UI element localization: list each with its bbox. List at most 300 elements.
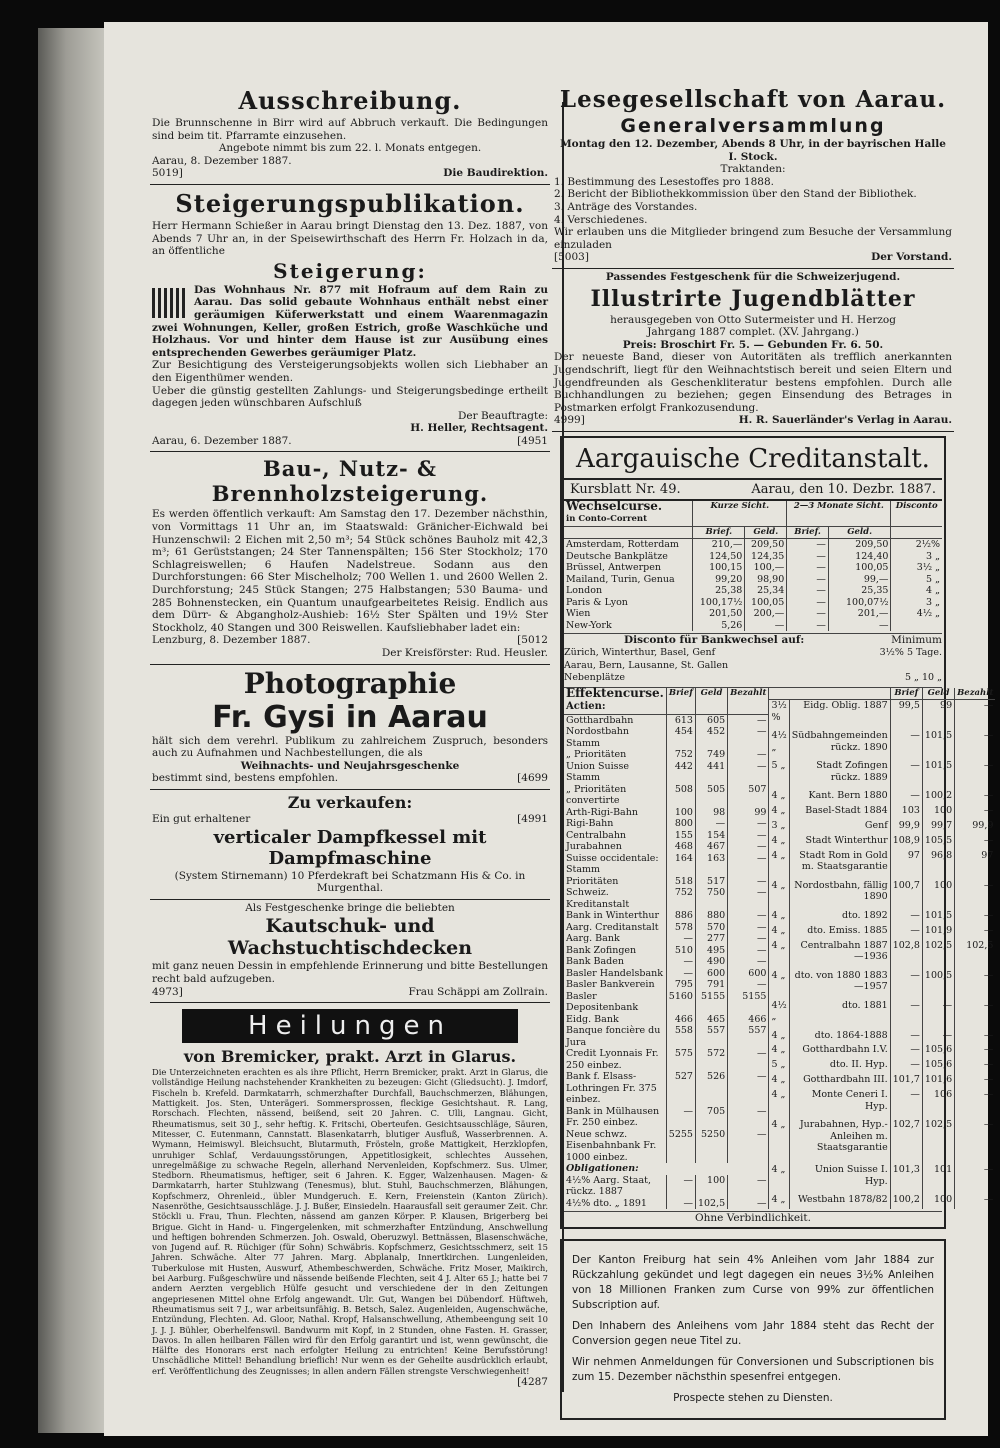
aktien-row bbox=[564, 1106, 768, 1129]
freiburg-p4: Prospecte stehen zu Diensten. bbox=[673, 1391, 833, 1404]
row-value: 101,3 bbox=[890, 1164, 922, 1194]
oblig-label: Obligationen: bbox=[566, 1163, 639, 1175]
ad-title: Ausschreibung. bbox=[238, 86, 462, 115]
row-value: Westbahn 1878/82 bbox=[789, 1194, 890, 1209]
row-label: Schweiz. Kreditanstalt bbox=[566, 887, 630, 910]
row-value: 277 bbox=[695, 933, 727, 945]
row-value: 466 bbox=[728, 1014, 769, 1026]
row-value: 3 „ bbox=[891, 597, 942, 609]
ad-title: Illustrirte Jugendblätter bbox=[590, 285, 916, 312]
row-value: 102,5 bbox=[922, 940, 954, 970]
row-value: 201,50 bbox=[693, 608, 745, 620]
row-value: 98 bbox=[695, 807, 727, 819]
ad-deadline: Angebote nimmt bis zum 22. l. Monats entgegen. bbox=[218, 142, 482, 155]
row-value: 572 bbox=[695, 1048, 727, 1071]
disconto-minimum: Minimum bbox=[891, 634, 942, 647]
oblig-row bbox=[769, 1044, 995, 1059]
row-value: 100,15 bbox=[693, 562, 745, 574]
ad-number: [4287 bbox=[517, 1376, 548, 1389]
row-value: — bbox=[787, 574, 829, 586]
oblig-row bbox=[769, 910, 995, 925]
ad-number: [4951 bbox=[517, 434, 548, 447]
ad-signer: Der Vorstand. bbox=[871, 251, 952, 264]
col-kurze-sicht: Kurze Sicht. bbox=[693, 501, 787, 527]
row-value: 507 bbox=[728, 784, 769, 807]
row-value: 605 bbox=[695, 714, 727, 726]
ad-footer bbox=[554, 414, 952, 427]
row-value: — bbox=[728, 853, 769, 876]
ad-body: Das Wohnhaus Nr. 877 mit Hofraum auf dem Rain zu Aarau. Das solid gebaute Wohnhaus enthält nebst einer geräumigen Küferwerkstatt und einem Waarenmagazin zwei Wohnungen, Keller, großen Estrich, große Waschküche und Holzhaus. Vor und hinter dem Hause ist zur Ausübung eines entsprechenden Gewerbes geräumiger Platz. bbox=[152, 283, 548, 359]
freiburg-p1: Der Kanton Freiburg hat sein 4% Anleihen vom Jahr 1884 zur Rückzahlung gekündet und legt dagegen ein neues 3½% Anleihen von 18 Millionen Franken zum Curse von 99% zur öffentlichen Subscription auf. bbox=[572, 1253, 934, 1311]
row-label: 4 „ bbox=[771, 1074, 786, 1086]
row-label: 4½% dto. „ 1891 bbox=[566, 1197, 647, 1209]
ad-number: [5003] bbox=[554, 251, 589, 264]
aktien-row bbox=[564, 1025, 768, 1048]
row-label: Amsterdam, Rotterdam bbox=[566, 539, 679, 551]
wechsel-row bbox=[564, 608, 942, 620]
row-value: 25,38 bbox=[693, 585, 745, 597]
oblig-row bbox=[769, 925, 995, 940]
oblig-left-body bbox=[564, 1175, 768, 1210]
ad-kicker: Passendes Festgeschenk für die Schweizerjugend. bbox=[605, 270, 901, 283]
col-disconto: Disconto bbox=[891, 501, 942, 527]
oblig-row bbox=[769, 790, 995, 805]
aktien-row bbox=[564, 979, 768, 991]
ad-signer: Frau Schäppi am Zollrain. bbox=[408, 985, 548, 998]
ad-signer: Der Kreisförster: Rud. Heusler. bbox=[381, 647, 548, 659]
aktien-row bbox=[564, 910, 768, 922]
row-value: — bbox=[728, 876, 769, 888]
ad-footer bbox=[152, 772, 548, 785]
left-column bbox=[150, 22, 550, 1393]
row-value: — bbox=[728, 761, 769, 784]
row-value: — bbox=[955, 910, 996, 925]
row-value: 518 bbox=[666, 876, 695, 888]
ecol-geld: Geld bbox=[695, 688, 727, 715]
oblig-row bbox=[769, 1194, 995, 1209]
row-label: Suisse occidentale: Stamm bbox=[566, 852, 659, 876]
wechsel-row bbox=[564, 620, 942, 632]
row-value: — bbox=[890, 760, 922, 790]
row-label: Union Suisse Stamm bbox=[566, 760, 630, 784]
row-value: 108,9 bbox=[890, 835, 922, 850]
oblig-row bbox=[769, 1030, 995, 1045]
row-value: — bbox=[728, 726, 769, 749]
ad-footer bbox=[152, 435, 548, 448]
wechsel-label: Wechselcurse. bbox=[566, 498, 663, 513]
effekten-label-cell bbox=[564, 685, 666, 715]
row-value: Stadt Rom in Gold m. Staatsgarantie bbox=[789, 850, 890, 880]
wechsel-row bbox=[564, 585, 942, 597]
row-value: 100,05 bbox=[828, 562, 891, 574]
ad-signer: Die Baudirektion. bbox=[443, 167, 548, 180]
ad-item: 4. Verschiedenes. bbox=[554, 213, 648, 226]
row-value: 102,5 bbox=[695, 1198, 727, 1210]
row-value: 5255 bbox=[666, 1129, 695, 1164]
wechsel-row bbox=[564, 551, 942, 563]
row-value: — bbox=[955, 1164, 996, 1194]
row-value: 3 „ bbox=[891, 551, 942, 563]
row-value: 100,17½ bbox=[693, 597, 745, 609]
row-label: Bank Zofingen bbox=[566, 944, 637, 956]
row-value: 466 bbox=[666, 1014, 695, 1026]
oblig-row bbox=[769, 1119, 995, 1164]
wechsel-row bbox=[564, 574, 942, 586]
aktien-label: Actien: bbox=[566, 701, 606, 713]
aktien-row bbox=[564, 749, 768, 761]
row-value: Centralbahn 1887—1936 bbox=[789, 940, 890, 970]
row-value: 508 bbox=[666, 784, 695, 807]
ad-name: Fr. Gysi in Aarau bbox=[212, 699, 488, 735]
col-monate-sicht: 2—3 Monate Sicht. bbox=[787, 501, 891, 527]
disconto-row bbox=[564, 660, 942, 673]
ad-tail: bestimmt sind, bestens empfohlen. bbox=[152, 772, 339, 785]
oblig-row bbox=[769, 1089, 995, 1119]
oblig-row bbox=[769, 1164, 995, 1194]
row-value: 517 bbox=[695, 876, 727, 888]
ad-when: Montag den 12. Dezember, Abends 8 Uhr, in der bayrischen Halle I. Stock. bbox=[560, 138, 946, 163]
row-value: — bbox=[787, 620, 829, 632]
row-label: Arth-Rigi-Bahn bbox=[566, 806, 638, 818]
row-value: — bbox=[922, 1030, 954, 1045]
oblig-row bbox=[769, 1074, 995, 1089]
ad-place-date: Lenzburg, 8. Dezember 1887. bbox=[152, 634, 311, 647]
ad-steigerungspublikation bbox=[150, 185, 550, 453]
ad-holzsteigerung bbox=[150, 452, 550, 664]
row-value: dto. Emiss. 1885 bbox=[789, 925, 890, 940]
aktien-row bbox=[564, 876, 768, 888]
ad-body-2: Zur Besichtigung des Versteigerungsobjekts wollen sich Liebhaber an den Eigenthümer wenden. bbox=[152, 359, 548, 384]
disconto-body bbox=[564, 647, 942, 685]
row-value: — bbox=[728, 887, 769, 910]
aktien-row bbox=[564, 726, 768, 749]
ad-title: Kautschuk- und Wachstuchtischdecken bbox=[227, 915, 473, 960]
row-value: 100,2 bbox=[890, 1194, 922, 1209]
row-value: 526 bbox=[695, 1071, 727, 1106]
row-label: Banque foncière du Jura bbox=[566, 1025, 661, 1048]
oblig-row bbox=[769, 820, 995, 835]
ad-kanton-freiburg bbox=[560, 1239, 946, 1420]
row-label: Prioritäten bbox=[566, 875, 619, 887]
aktien-row bbox=[564, 945, 768, 957]
ad-text: mit ganz neuen Dessin in empfehlende Erinnerung und bitte Bestellungen recht bald aufzugeben. bbox=[152, 960, 548, 985]
row-value: 490 bbox=[695, 956, 727, 968]
row-value: — bbox=[728, 1175, 769, 1198]
row-label: 4 „ bbox=[771, 790, 786, 802]
freiburg-p3: Wir nehmen Anmeldungen für Conversionen und Subscriptionen bis zum 15. Dezember nächsthin spesenfrei entgegen. bbox=[572, 1355, 934, 1383]
ad-banner: Heilungen bbox=[182, 1009, 518, 1043]
row-value: — bbox=[787, 539, 829, 551]
ad-text: Es werden öffentlich verkauft: Am Samstag den 17. Dezember nächsthin, von Vormittags 11 Uhr an, im Staatswald: Gränicher-Eichwald bei Hunzenschwil: 2 Eichen mit 2,50 m³; 54 Stück schönes Bauholz mit 42,3 m³; 61 Gerüststangen; 24 Ster Tannenspälten; 156 Ster Stockholz; 170 Schlagreiswellen; 6 Haufen Nadelstreue. Sodann aus den Durchforstungen: 66 Ster Mischelholz; 700 Wellen 1. und 2600 Wellen 2. Durchforstung; 245 Stück Stangen; 275 Halbstangen; 530 Bauma- und 285 Bohnenstecken, ein Quantum unaufgearbeitetes Reisig. Endlich aus dem Dürr- & Abgangholz-Aushieb: 16½ Ster Spälten und 19½ Ster Stockholz, 40 Stangen und 300 Reiswellen. Kaufsliebhaber ladet ein: bbox=[152, 508, 548, 634]
ad-place-date: Aarau, 6. Dezember 1887. bbox=[152, 434, 292, 447]
row-value: Monte Ceneri I. Hyp. bbox=[789, 1089, 890, 1119]
row-value: — bbox=[890, 910, 922, 925]
row-value: Stadt Winterthur bbox=[789, 835, 890, 850]
row-value: — bbox=[955, 1000, 996, 1030]
row-value: 101,5 bbox=[922, 910, 954, 925]
right-column bbox=[552, 22, 994, 1420]
row-value: — bbox=[787, 585, 829, 597]
wechsel-row bbox=[564, 562, 942, 574]
row-value: 4½ „ bbox=[891, 608, 942, 620]
oblig-row bbox=[769, 730, 995, 760]
ad-title: Photographie bbox=[243, 666, 457, 700]
row-value: 441 bbox=[695, 761, 727, 784]
row-value: 880 bbox=[695, 910, 727, 922]
row-value: Nordostbahn, fällig 1890 bbox=[789, 880, 890, 910]
ad-item: 3. Anträge des Vorstandes. bbox=[554, 200, 698, 213]
row-value: — bbox=[728, 830, 769, 842]
row-value: Genf bbox=[789, 820, 890, 835]
oblig-row bbox=[769, 1000, 995, 1030]
row-value: Gotthardbahn I.V. bbox=[789, 1044, 890, 1059]
row-value: 101,5 bbox=[922, 760, 954, 790]
row-label: Deutsche Bankplätze bbox=[566, 550, 668, 562]
row-value: — bbox=[787, 597, 829, 609]
row-value: 100,7 bbox=[890, 880, 922, 910]
kursblatt-number: Kursblatt Nr. 49. bbox=[570, 481, 681, 497]
ad-title: Bau-, Nutz- & Brennholzsteigerung. bbox=[211, 456, 489, 507]
bank-title: Aargauische Creditanstalt. bbox=[564, 440, 942, 480]
row-value: 613 bbox=[666, 714, 695, 726]
ecol-geld: Geld bbox=[922, 688, 954, 700]
ecol-bezahlt: Bezahlt bbox=[728, 688, 769, 715]
effekten-label: Effektencurse. bbox=[566, 685, 664, 700]
row-value: 99,— bbox=[828, 574, 891, 586]
aktien-row bbox=[564, 1129, 768, 1164]
row-value: 2½% bbox=[891, 539, 942, 551]
aktien-row bbox=[564, 1048, 768, 1071]
row-value: 795 bbox=[666, 979, 695, 991]
row-label: Aarg. Creditanstalt bbox=[566, 921, 659, 933]
book-spine bbox=[38, 28, 108, 1433]
row-value: — bbox=[728, 714, 769, 726]
row-value: 101,6 bbox=[922, 1074, 954, 1089]
row-value: dto. II. Hyp. bbox=[789, 1059, 890, 1074]
row-value: 557 bbox=[695, 1025, 727, 1048]
row-label: Basler Depositenbank bbox=[566, 990, 639, 1014]
row-label: 4 „ bbox=[771, 879, 786, 891]
row-value: 201,— bbox=[828, 608, 891, 620]
disconto-rate: 3½% 5 Tage. bbox=[879, 646, 942, 658]
row-value: — bbox=[728, 945, 769, 957]
oblig-row bbox=[769, 940, 995, 970]
ad-subtitle: Generalversammlung bbox=[620, 115, 886, 137]
aktien-row bbox=[564, 887, 768, 910]
aktien-row bbox=[564, 968, 768, 980]
row-value: 99 bbox=[728, 807, 769, 819]
row-value: 100 bbox=[695, 1175, 727, 1198]
ad-number: 4973] bbox=[152, 985, 183, 998]
row-value: 886 bbox=[666, 910, 695, 922]
row-value: — bbox=[695, 818, 727, 830]
ad-footer bbox=[152, 634, 548, 647]
row-value: 101,5 bbox=[922, 730, 954, 760]
row-label: 4 „ bbox=[771, 1044, 786, 1056]
row-value: — bbox=[955, 925, 996, 940]
ad-number: [5012 bbox=[517, 634, 548, 647]
ad-intro: Herr Hermann Schießer in Aarau bringt Dienstag den 13. Dez. 1887, von Abends 7 Uhr an, in der Speisewirthschaft des Herrn Fr. Holzach in da, an öffentliche bbox=[152, 219, 548, 258]
empty-head bbox=[891, 526, 942, 539]
oblig-right-body bbox=[769, 700, 995, 1210]
row-label: 4½ „ bbox=[771, 999, 787, 1023]
row-label: 4 „ bbox=[771, 939, 786, 951]
row-value: — bbox=[666, 1106, 695, 1129]
row-value: Union Suisse I. Hyp. bbox=[789, 1164, 890, 1194]
disconto-places: Aarau, Bern, Lausanne, St. Gallen bbox=[564, 659, 729, 671]
row-label: Nordostbahn Stamm bbox=[566, 726, 630, 749]
empty-head bbox=[789, 688, 890, 700]
row-value: 164 bbox=[666, 853, 695, 876]
row-value: 752 bbox=[666, 749, 695, 761]
row-value: Eidg. Oblig. 1887 bbox=[789, 700, 890, 731]
row-value: — bbox=[955, 880, 996, 910]
row-value: 5 „ bbox=[891, 574, 942, 586]
ad-text: Wir erlauben uns die Mitglieder bringend zum Besuche der Versammlung einzuladen bbox=[554, 226, 952, 251]
effekten-section bbox=[564, 685, 994, 1210]
row-value: 800 bbox=[666, 818, 695, 830]
row-value: — bbox=[955, 1089, 996, 1119]
row-label: 4 „ bbox=[771, 909, 786, 921]
row-value: 467 bbox=[695, 841, 727, 853]
row-value: — bbox=[728, 910, 769, 922]
aktien-row bbox=[564, 956, 768, 968]
row-value: 600 bbox=[728, 968, 769, 980]
subcol-geld: Geld. bbox=[745, 526, 787, 539]
ad-item: 2. Bericht der Bibliothekkommission über den Stand der Bibliothek. bbox=[554, 188, 917, 201]
ad-signer: H. R. Sauerländer's Verlag in Aarau. bbox=[738, 414, 952, 427]
ad-lesegesellschaft bbox=[552, 22, 954, 269]
ad-number: 5019] bbox=[152, 167, 183, 180]
row-value: 97 bbox=[890, 850, 922, 880]
aktien-row bbox=[564, 1071, 768, 1106]
kursblatt-date: Aarau, den 10. Dezbr. 1887. bbox=[751, 481, 936, 497]
oblig-row bbox=[769, 880, 995, 910]
bank-kursblatt bbox=[560, 436, 994, 1229]
disconto-places: Nebenplätze bbox=[564, 672, 625, 684]
wechsel-label-cell bbox=[564, 498, 693, 527]
row-value: — bbox=[728, 841, 769, 853]
ad-text: Der neueste Band, dieser von Autoritäten als trefflich anerkannten Jugendschrift, liegt für den Weihnachtstisch bereit und seien Eltern und Jugendfreunden als Geschenkliteratur bestens empfohlen. Durch alle Buchhandlungen zu beziehen; gegen Einsendung des Betrages in Postmarken erfolgt Frankozusendung. bbox=[554, 351, 952, 414]
row-value: 100,07½ bbox=[828, 597, 891, 609]
effekten-right-table bbox=[768, 688, 995, 1210]
row-value: 101,7 bbox=[890, 1074, 922, 1089]
row-value: 103 bbox=[890, 805, 922, 820]
row-value: Stadt Zofingen rückz. 1889 bbox=[789, 760, 890, 790]
row-label: 4 „ bbox=[771, 1029, 786, 1041]
row-value: 124,35 bbox=[745, 551, 787, 563]
ecol-brief: Brief bbox=[666, 688, 695, 715]
row-value: 465 bbox=[695, 1014, 727, 1026]
row-label: New-York bbox=[566, 619, 612, 631]
row-label: Bank Baden bbox=[566, 956, 625, 968]
aktien-row bbox=[564, 922, 768, 934]
kursblatt-header bbox=[564, 480, 942, 501]
row-value: 100 bbox=[666, 807, 695, 819]
ad-price: Preis: Broschirt Fr. 5. — Gebunden Fr. 6. 50. bbox=[622, 338, 884, 351]
row-value: — bbox=[728, 1048, 769, 1071]
row-value: dto. 1881 bbox=[789, 1000, 890, 1030]
row-value: 210,— bbox=[693, 539, 745, 551]
row-label: Gotthardbahn bbox=[566, 714, 634, 726]
oblig-row bbox=[564, 1175, 768, 1198]
effekten-left-table bbox=[564, 685, 768, 1210]
row-value: — bbox=[666, 956, 695, 968]
row-value: 442 bbox=[666, 761, 695, 784]
row-value: — bbox=[955, 700, 996, 731]
row-value: 527 bbox=[666, 1071, 695, 1106]
oblig-row bbox=[769, 850, 995, 880]
row-value: 100 bbox=[922, 880, 954, 910]
row-value: 209,50 bbox=[828, 539, 891, 551]
row-value: 25,35 bbox=[828, 585, 891, 597]
oblig-row bbox=[769, 835, 995, 850]
row-value: 791 bbox=[695, 979, 727, 991]
wechsel-row bbox=[564, 597, 942, 609]
row-value: — bbox=[890, 1059, 922, 1074]
ad-role: Der Beauftragte: bbox=[457, 409, 548, 422]
ad-signer: H. Heller, Rechtsagent. bbox=[410, 422, 548, 435]
ad-year: Jahrgang 1887 complet. (XV. Jahrgang.) bbox=[647, 326, 859, 339]
aktien-row bbox=[564, 853, 768, 876]
wechsel-sub: in Conto-Corrent bbox=[566, 514, 648, 525]
row-value: — bbox=[955, 730, 996, 760]
row-value: 100 bbox=[922, 1194, 954, 1209]
row-value: — bbox=[728, 1106, 769, 1129]
row-value: 99,20 bbox=[693, 574, 745, 586]
row-label: Aarg. Bank bbox=[566, 933, 620, 945]
row-value: — bbox=[728, 1198, 769, 1210]
row-value: 105,5 bbox=[922, 835, 954, 850]
row-label: 4½% Aarg. Staat, rückz. 1887 bbox=[566, 1174, 651, 1198]
row-value: 124,50 bbox=[693, 551, 745, 563]
ad-emphasis: Weihnachts- und Neujahrsgeschenke bbox=[240, 759, 460, 772]
row-value: 557 bbox=[728, 1025, 769, 1048]
row-value: — bbox=[728, 749, 769, 761]
ad-jugendblaetter bbox=[552, 269, 954, 432]
row-value: Gotthardbahn III. bbox=[789, 1074, 890, 1089]
row-value: — bbox=[955, 1119, 996, 1164]
row-value: 100 bbox=[922, 805, 954, 820]
aktien-row bbox=[564, 714, 768, 726]
row-value: — bbox=[787, 562, 829, 574]
row-value: 99,9 bbox=[890, 820, 922, 835]
row-value: 100,5 bbox=[922, 970, 954, 1000]
row-value: — bbox=[787, 551, 829, 563]
row-value: 5250 bbox=[695, 1129, 727, 1164]
row-value: — bbox=[890, 970, 922, 1000]
row-label: „ Prioritäten convertirte bbox=[566, 783, 627, 807]
disconto-section bbox=[564, 633, 942, 684]
row-label: Neue schwz. Eisenbahnbank Fr. 1000 einbez. bbox=[566, 1128, 657, 1163]
row-value: — bbox=[890, 1044, 922, 1059]
row-value: — bbox=[666, 933, 695, 945]
row-value: 154 bbox=[695, 830, 727, 842]
row-value: — bbox=[890, 1030, 922, 1045]
row-value: — bbox=[728, 979, 769, 991]
row-label: 4 „ bbox=[771, 805, 786, 817]
row-value: — bbox=[955, 835, 996, 850]
row-value: 102,5 bbox=[955, 940, 996, 970]
row-label: Wien bbox=[566, 608, 591, 620]
row-value: 5155 bbox=[695, 991, 727, 1014]
ad-body-3: Ueber die günstig gestellten Zahlungs- und Steigerungsbedinge ertheilt dagegen jeden wünschbaren Aufschluß bbox=[152, 384, 548, 410]
row-value: 752 bbox=[666, 887, 695, 910]
ad-ausschreibung bbox=[150, 22, 550, 185]
ad-zu-verkaufen bbox=[150, 790, 550, 900]
row-value: 558 bbox=[666, 1025, 695, 1048]
row-value: — bbox=[955, 1044, 996, 1059]
